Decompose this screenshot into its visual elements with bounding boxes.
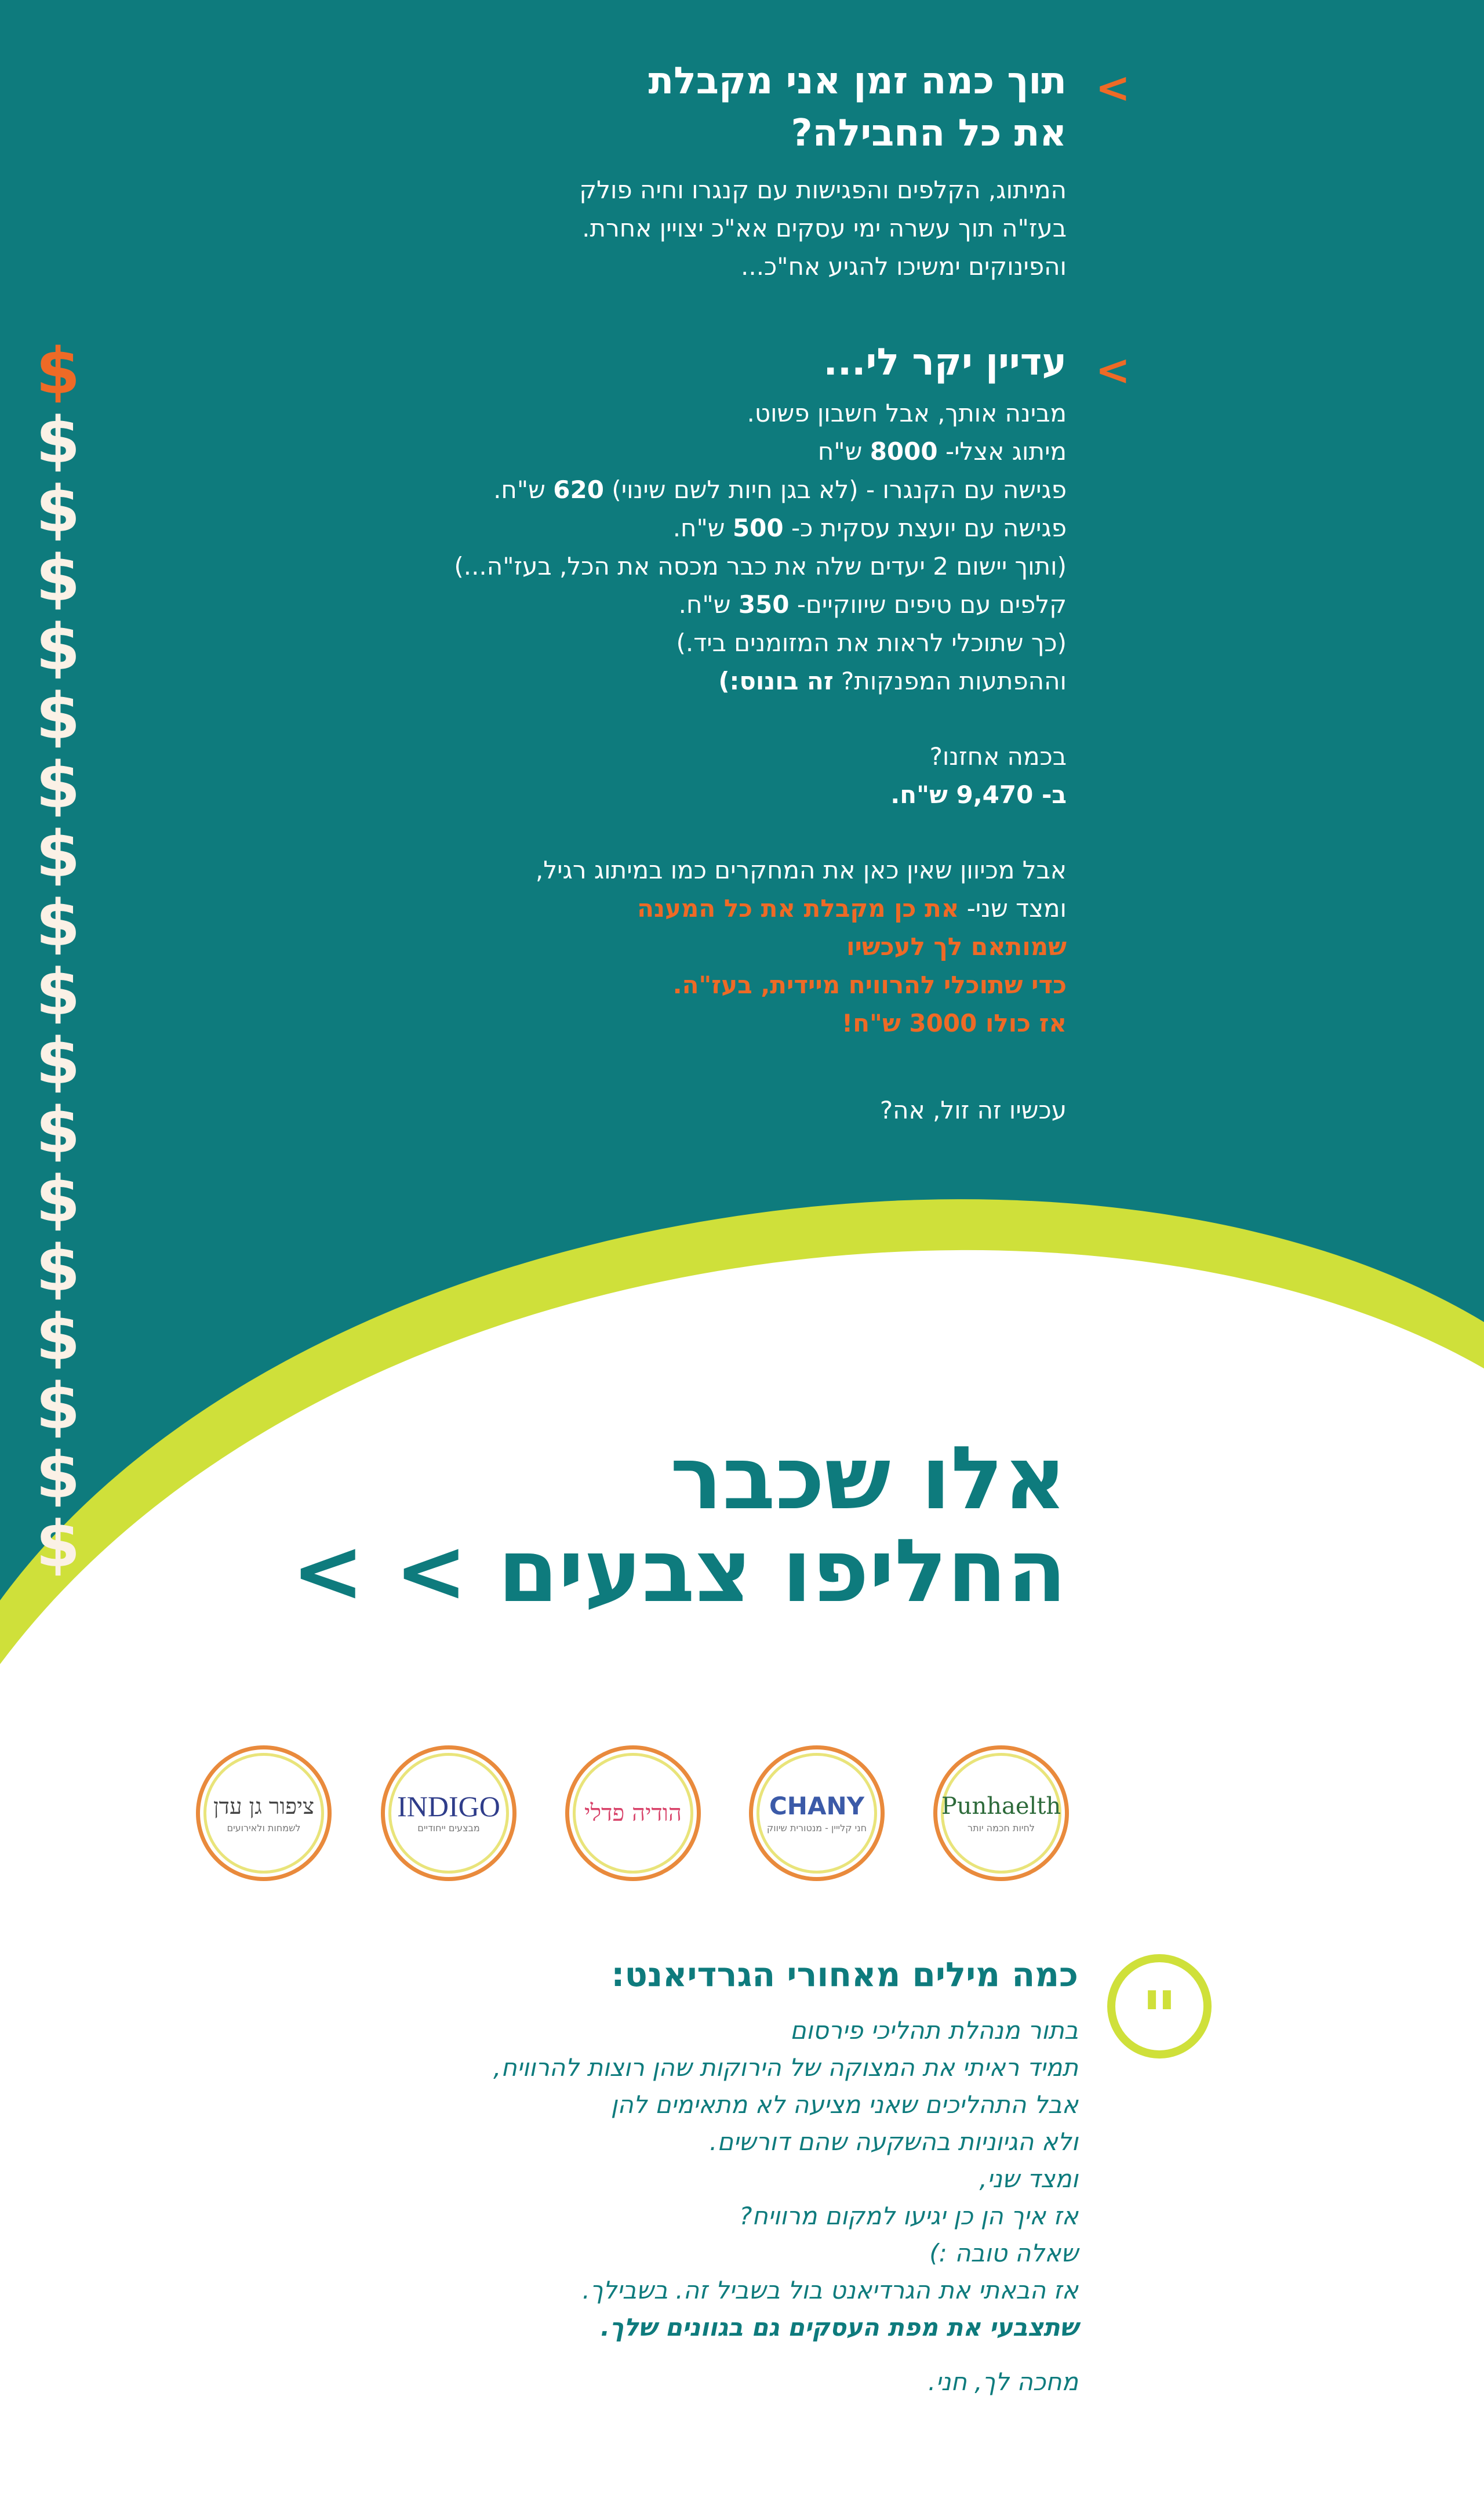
quote-title: כמה מילים מאחורי הגרדיאנט: <box>611 1955 1078 1994</box>
dollar-icon: $ <box>35 1438 81 1512</box>
quote-line: ולא הגיוניות בהשקעה שהם דורשים. <box>709 2128 1078 2156</box>
price-line: וההפתעות המפנקות? זה בונוס:) <box>718 667 1067 695</box>
dollar-icon: $ <box>35 610 81 684</box>
clients-title-line2: החליפו צבעים > > <box>291 1521 1067 1622</box>
dollar-icon: $ <box>35 472 81 546</box>
dollar-icon: $ <box>35 1093 81 1167</box>
dollar-icon: $ <box>35 334 81 408</box>
price-title: עדיין יקר לי... <box>823 341 1067 384</box>
chevron-icon: > <box>1095 346 1130 394</box>
dollar-icon: $ <box>35 748 81 822</box>
dollar-icon: $ <box>35 1507 81 1581</box>
clients-title-line1: אלו שכבר <box>670 1428 1067 1529</box>
price-highlight: שמותאם לך לעכשיו <box>846 932 1067 961</box>
logo-tzipor: ציפור גן עדן לשמחות ולאירועים <box>196 1745 332 1881</box>
price-line: אבל מכיוון שאין כאן את המחקרים כמו במיתוג רגיל, <box>535 856 1067 884</box>
delivery-title-line2: את כל החבילה? <box>791 112 1067 155</box>
logo-hodaya: הודיה פדלי <box>565 1745 701 1881</box>
dollar-icon: $ <box>35 817 81 891</box>
price-highlight: כדי שתוכלי להרוויח מיידית, בעז"ה. <box>672 971 1067 999</box>
price-line: פגישה עם יועצת עסקית כ- 500 ש"ח. <box>672 514 1067 542</box>
delivery-section <box>313 55 1130 286</box>
quote-line: אבל התהליכים שאני מציעה לא מתאימים להן <box>610 2090 1078 2119</box>
quote-mark-glyph: " <box>1141 1977 1178 2058</box>
delivery-title-line1: תוך כמה זמן אני מקבלת <box>648 60 1067 103</box>
price-line: קלפים עם טיפים שיווקיים- 350 ש"ח. <box>678 590 1067 619</box>
quote-signature: מחכה לך, חני. <box>928 2368 1078 2396</box>
price-line: בכמה אחזנו? <box>929 742 1067 771</box>
dollar-icon: $ <box>35 955 81 1029</box>
dollar-icon: $ <box>35 1300 81 1374</box>
dollar-icon: $ <box>35 403 81 477</box>
chevron-icon: > <box>1095 63 1130 112</box>
quote-line: ומצד שני, <box>979 2165 1078 2193</box>
dollar-icon: $ <box>35 541 81 615</box>
price-line: מבינה אותך, אבל חשבון פשוט. <box>747 399 1067 427</box>
dollar-icon: $ <box>35 886 81 960</box>
quote-line: שאלה טובה :) <box>929 2239 1078 2267</box>
price-section <box>313 336 1130 1130</box>
dollar-icon: $ <box>35 1024 81 1098</box>
delivery-text-line: בעז"ה תוך עשרה ימי עסקים אא"כ יצויין אחרת. <box>582 214 1067 242</box>
quote-line: אז איך הן כן יגיעו למקום מרוויח? <box>739 2202 1078 2230</box>
quote-icon <box>1107 1954 1212 2059</box>
price-total: ב- 9,470 ש"ח. <box>890 780 1067 809</box>
dollar-icon: $ <box>35 1369 81 1443</box>
price-final: אז כולו 3000 ש"ח! <box>842 1009 1067 1037</box>
logo-punhaelth: Punhaelth לחיות חכמה יותר <box>933 1745 1069 1881</box>
logo-indigo: INDIGO מבצעים ייחודיים <box>381 1745 517 1881</box>
price-line: פגישה עם הקנגרו - (לא בגן חיות לשם שינוי) 620 ש"ח. <box>493 475 1067 504</box>
price-line: (כך שתוכלי לראות את המזומנים ביד.) <box>676 629 1067 657</box>
price-line: (ותוך יישום 2 יעדים שלה את כבר מכסה את הכל, בעז"ה...) <box>454 552 1067 580</box>
delivery-text-line: והפינוקים ימשיכו להגיע אח"כ... <box>741 252 1067 281</box>
quote-line: אז הבאתי את הגרדיאנט בול בשביל זה. בשבילך. <box>582 2276 1078 2304</box>
logo-chany: CHANY חני קלייין - מנטורית שיווק <box>749 1745 885 1881</box>
quote-line: תמיד ראיתי את המצוקה של הירוקות שהן רוצות להרוויח, <box>493 2053 1078 2082</box>
price-closing: עכשיו זה זול, אה? <box>879 1096 1067 1124</box>
delivery-text-line: המיתוג, הקלפים והפגישות עם קנגרו וחיה פולק <box>579 176 1067 204</box>
clients-title <box>139 1428 1067 1622</box>
quote-body <box>267 2012 1078 2401</box>
dollar-icon: $ <box>35 1162 81 1236</box>
quote-line: בתור מנהלת תהליכי פירסום <box>790 2016 1078 2045</box>
dollar-icon: $ <box>35 1231 81 1305</box>
quote-bold-line: שתצבעי את מפת העסקים גם בגוונים שלך. <box>600 2313 1078 2341</box>
price-line: מיתוג אצלי- 8000 ש"ח <box>817 437 1067 466</box>
price-line: ומצד שני- את כן מקבלת את כל המענה <box>637 894 1067 923</box>
client-logos <box>0 1745 1484 1885</box>
dollar-icon: $ <box>35 679 81 753</box>
